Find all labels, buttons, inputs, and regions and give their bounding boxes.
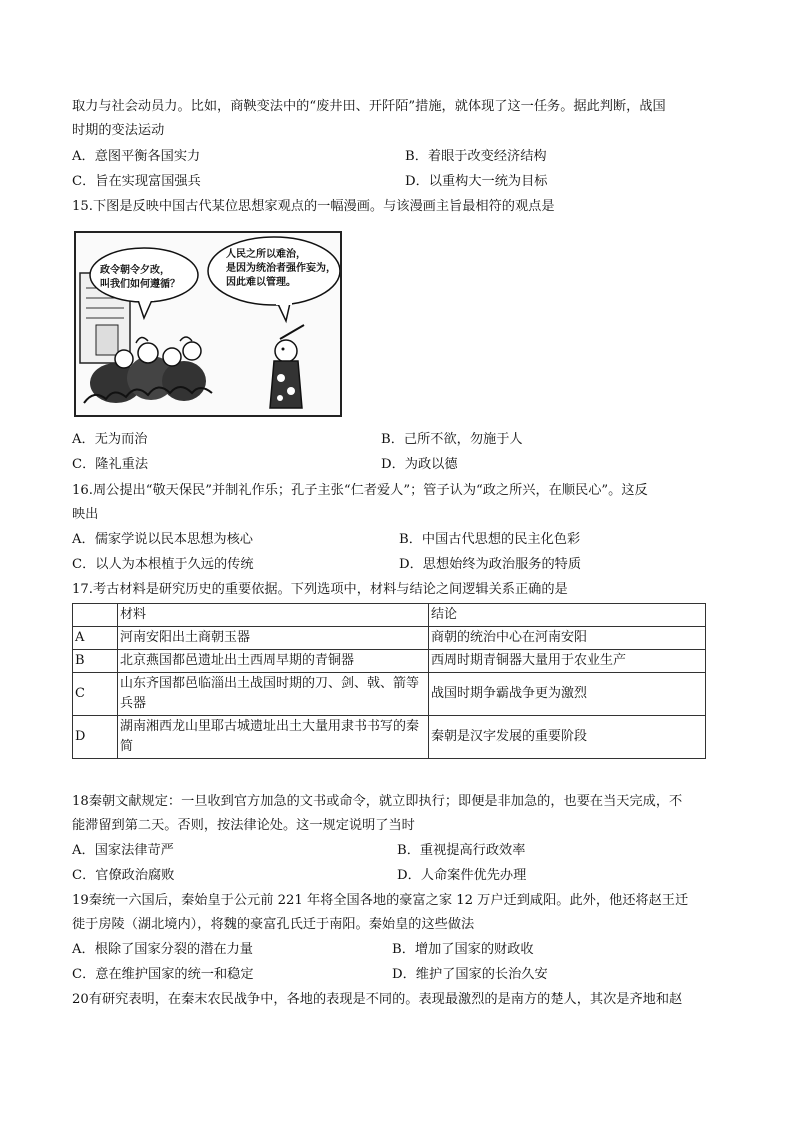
q15-option-c: C．隆礼重法: [72, 457, 149, 472]
row-d-conclusion: 秦朝是汉字发展的重要阶段: [429, 716, 706, 759]
q19-option-a: A．根除了国家分裂的潜在力量: [72, 942, 253, 957]
table-row: [73, 673, 706, 716]
row-b-material: 北京燕国都邑遗址出土西周早期的青铜器: [118, 650, 429, 673]
q14-option-a: A．意图平衡各国实力: [72, 149, 201, 164]
row-d-material: 湖南湘西龙山里耶古城遗址出土大量用隶书书写的秦简: [118, 716, 429, 759]
q16-option-a: A．儒家学说以民本思想为核心: [72, 532, 253, 547]
q16-option-b: B．中国古代思想的民主化色彩: [399, 532, 581, 547]
header-material: 材料: [118, 604, 429, 627]
row-a-material: 河南安阳出土商朝玉器: [118, 627, 429, 650]
bubble-right-line1: 人民之所以难治，: [226, 249, 306, 260]
row-c-material: 山东齐国都邑临淄出土战国时期的刀、剑、戟、箭等兵器: [118, 673, 429, 716]
q15-stem: 15.下图是反映中国古代某位思想家观点的一幅漫画。与该漫画主旨最相符的观点是: [72, 199, 555, 214]
bubble-left-line1: 政令朝令夕改，: [100, 265, 170, 276]
q14-option-d: D．以重构大一统为目标: [405, 174, 548, 189]
header-conclusion: 结论: [429, 604, 706, 627]
row-a-opt: A: [73, 627, 118, 650]
q20-stem-line1: 20有研究表明，在秦末农民战争中，各地的表现是不同的。表现最激烈的是南方的楚人，其次是齐地和赵: [72, 992, 683, 1007]
q17-table: [72, 603, 706, 759]
row-b-conclusion: 西周时期青铜器大量用于农业生产: [429, 650, 706, 673]
q16-option-d: D．思想始终为政治服务的特质: [399, 557, 582, 572]
q14-stem-line1: 取力与社会动员力。比如，商鞅变法中的“废井田、开阡陌”措施，就体现了这一任务。据此判断，战国: [72, 99, 666, 114]
bubble-left-line2: 叫我们如何遵循？: [100, 279, 180, 290]
q19-option-c: C．意在维护国家的统一和稳定: [72, 967, 254, 982]
table-header-row: [73, 604, 706, 627]
q17-stem: 17.考古材料是研究历史的重要依据。下列选项中，材料与结论之间逻辑关系正确的是: [72, 582, 568, 597]
thinker-figure: [270, 325, 304, 408]
row-b-opt: B: [73, 650, 118, 673]
table-row: [73, 716, 706, 759]
row-c-opt: C: [73, 673, 118, 716]
header-opt: [73, 604, 118, 627]
q19-option-b: B．增加了国家的财政收: [392, 942, 534, 957]
table-row: [73, 650, 706, 673]
cartoon-illustration: [76, 233, 340, 415]
q15-option-a: A．无为而治: [72, 432, 148, 447]
q16-stem-line1: 16.周公提出“敬天保民”并制礼作乐；孔子主张“仁者爱人”；管子认为“政之所兴，在顺民心”。这反: [72, 483, 648, 498]
q19-stem-line1: 19秦统一六国后，秦始皇于公元前 221 年将全国各地的豪富之家 12 万户迁到咸阳。此外，他还将赵王迁: [72, 893, 689, 908]
q15-option-b: B．己所不欲，勿施于人: [381, 432, 523, 447]
row-d-opt: D: [73, 716, 118, 759]
q14-option-b: B．着眼于改变经济结构: [405, 149, 547, 164]
bubble-right-line2: 是因为统治者强作妄为，: [226, 263, 336, 274]
q19-option-d: D．维护了国家的长治久安: [392, 967, 548, 982]
q18-option-c: C．官僚政治腐败: [72, 868, 175, 883]
q18-option-a: A．国家法律苛严: [72, 843, 174, 858]
q15-cartoon: [74, 231, 342, 417]
table-row: [73, 627, 706, 650]
bubble-right-line3: 因此难以管理。: [226, 277, 296, 288]
q14-stem-line2: 时期的变法运动: [72, 123, 165, 138]
row-c-conclusion: 战国时期争霸战争更为激烈: [429, 673, 706, 716]
q19-stem-line2: 徙于房陵（湖北境内），将魏的豪富孔氏迁于南阳。秦始皇的这些做法: [72, 917, 475, 932]
q16-stem-line2: 映出: [72, 507, 99, 522]
q16-option-c: C．以人为本根植于久远的传统: [72, 557, 254, 572]
q14-option-c: C．旨在实现富国强兵: [72, 174, 201, 189]
q18-option-d: D．人命案件优先办理: [397, 868, 527, 883]
q18-stem-line2: 能滞留到第二天。否则，按法律论处。这一规定说明了当时: [72, 818, 415, 833]
q18-option-b: B．重视提高行政效率: [397, 843, 526, 858]
q18-stem-line1: 18秦朝文献规定：一旦收到官方加急的文书或命令，就立即执行；即便是非加急的，也要在当天完成，不: [72, 794, 683, 809]
row-a-conclusion: 商朝的统治中心在河南安阳: [429, 627, 706, 650]
q15-option-d: D．为政以德: [381, 457, 458, 472]
